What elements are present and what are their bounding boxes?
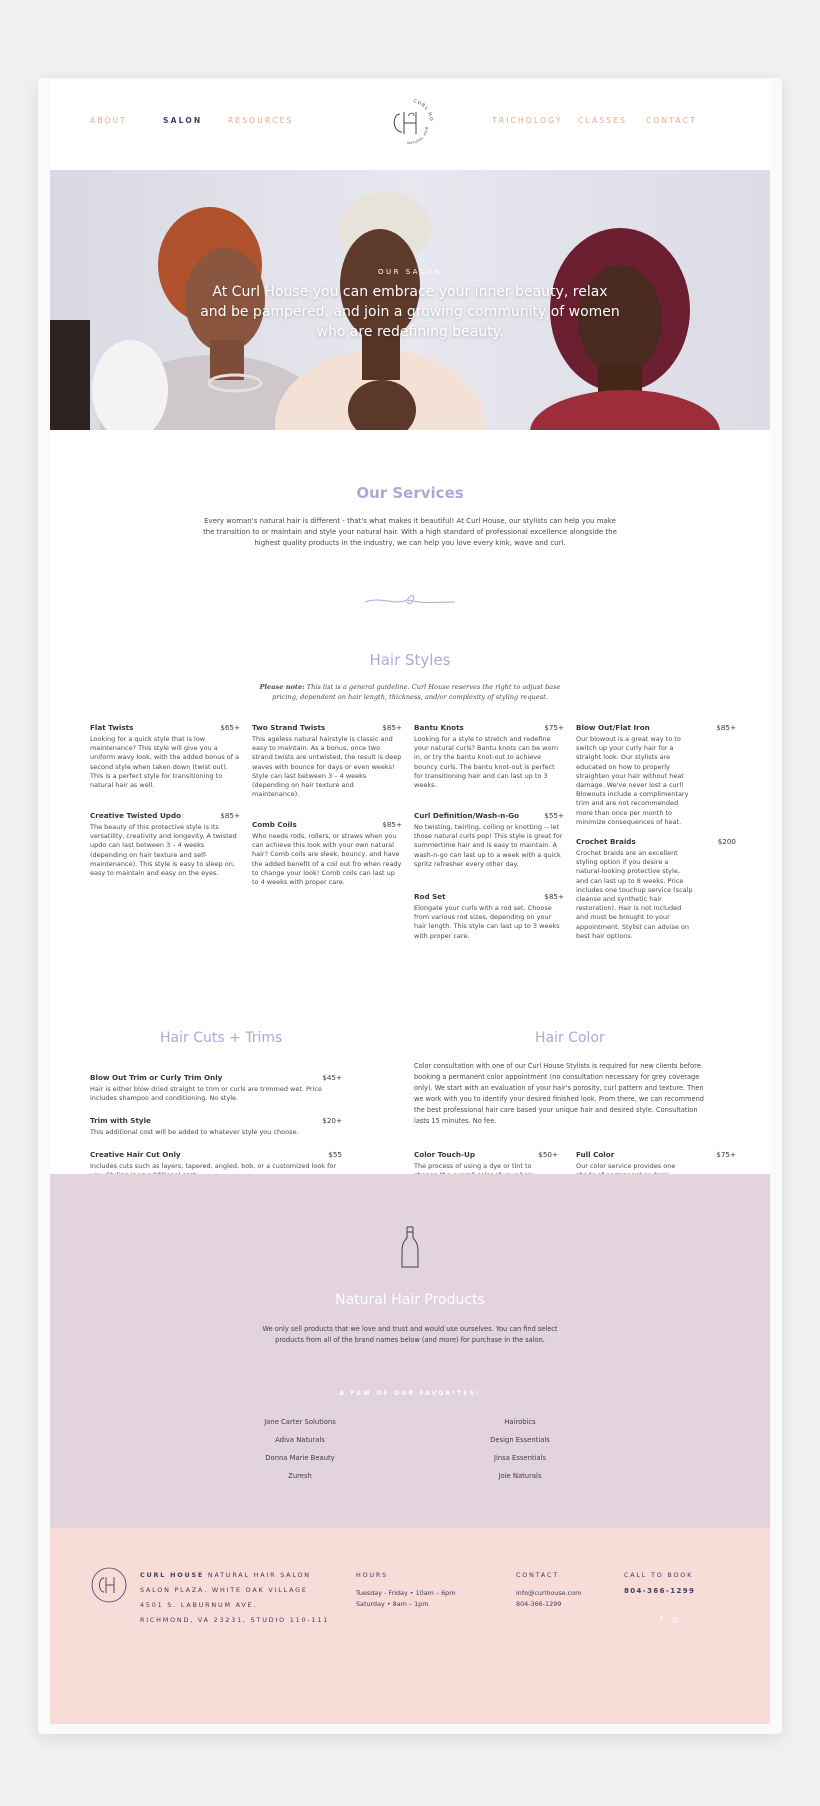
products-intro: We only sell products that we love and trust and would use ourselves. You can find select products from all of the brand names below (and more) for purchase in the salon. [262,1325,558,1344]
footer-hours [356,1588,455,1610]
service-name: Two Strand Twists [252,723,326,732]
footer-contact [516,1588,581,1610]
service-name: Creative Twisted Updo [90,811,182,820]
hours-line: Tuesday - Friday • 10am – 6pm [356,1589,456,1597]
cuts-title: Hair Cuts + Trims [160,1030,283,1046]
service-desc: Who needs rods, rollers, or straws when you can achieve this look with your own natural hair? Comb coils are sleek, bouncy, and have the added benefit of a coil out fro when ready to change your look! Comb coils can last up to 4 weeks with proper care. [252,832,402,887]
service-desc: The beauty of this protective style is its versatility, creativity and longevity. A twisted updo can last between 3 – 4 weeks (depending on hair texture and self-maintenance). This style is easy to sleep on, easy to maintain and easy on the eyes. [90,823,237,878]
service-desc: Looking for a quick style that is low maintenance? This style will give you a uniform wavy look, with the added bonus of a second style when taken down (twist out). This is a perfect style for transitioning to natural hair as well. [90,735,240,790]
nav-resources[interactable]: RESOURCES [228,116,294,125]
svg-text:NATURAL HAIR SALON [380,92,429,145]
products-title: Natural Hair Products [335,1292,485,1308]
curl-house-logo[interactable] [380,92,440,152]
service-comb-coils [252,820,402,887]
service-name: Blow Out Trim or Curly Trim Only [90,1073,223,1082]
service-price: $200 [717,837,736,846]
service-price: $55 [328,1150,342,1159]
service-desc: Our blowout is a great way to to switch up your curly hair for a straight look. Our stylists are educated on how to properly straighten your hair without heat damage. We've never lost a curl! Blowouts include a complimentary trim and are not recommended more than once per month to minimize consequences of heat. [576,735,689,826]
service-price: $45+ [322,1073,342,1082]
service-rod-set [414,892,564,941]
site-header [50,80,770,170]
service-price: $55+ [544,811,564,820]
brand-item: Jane Carter Solutions [264,1418,336,1426]
service-name: Trim with Style [90,1116,151,1125]
note-text: This list is a general guideline. Curl House reserves the right to adjust base pricing, dependent on hair length, thickness, and/or complexity of styling request. [272,683,561,701]
brand-item: Hairobics [504,1418,536,1426]
service-price: $65+ [220,723,240,732]
service-name: Flat Twists [90,723,134,732]
service-desc: Looking for a style to stretch and redefine your natural curls? Bantu knots can be worn in, or try the bantu knot-out to achieve bouncy curls. The bantu knot-out is perfect for transitioning hair and can last up to 3 weeks. [414,735,559,790]
logo-mark-icon [380,92,440,152]
hero-banner [50,170,770,430]
hero-eyebrow: OUR SALON [378,268,442,276]
service-name: Comb Coils [252,820,297,829]
service-crochet-braids [576,837,736,941]
service-flat-twists [90,723,240,790]
footer-address-line: SALON PLAZA, WHITE OAK VILLAGE [140,1586,308,1594]
service-curl-definition [414,811,564,869]
brand-item: Zuresh [288,1472,312,1480]
hero-headline: At Curl House you can embrace your inner beauty, relax and be pampered, and join a growing community of women who are redefining beauty. [200,284,620,340]
instagram-icon[interactable]: ◎ [671,1615,678,1624]
nav-trichology[interactable]: TRICHOLOGY [492,116,563,125]
service-desc: The process of using a dye or tint to [414,1162,532,1170]
nav-salon[interactable]: SALON [163,116,203,125]
footer-name-bold: CURL HOUSE [140,1571,205,1579]
service-price: $20+ [322,1116,342,1125]
service-bantu-knots [414,723,564,790]
service-name: Curl Definition/Wash-n-Go [414,811,520,820]
nav-classes[interactable]: CLASSES [578,116,628,125]
service-price: $75+ [716,1150,736,1159]
service-price: $85+ [716,723,736,732]
service-price: $85+ [544,892,564,901]
service-desc: Includes cuts such as layers, tapered, angled, bob, or a customized look for [90,1162,337,1170]
hours-line: Saturday • 8am – 1pm [356,1600,429,1608]
products-section [50,1174,770,1528]
footer-contact-label: CONTACT [516,1571,559,1579]
nav-contact[interactable]: CONTACT [646,116,697,125]
services-title: Our Services [356,484,464,502]
footer-call-label: CALL TO BOOK [624,1571,694,1579]
service-price: $85+ [382,723,402,732]
color-intro: Color consultation with one of our Curl House Stylists is required for new clients before booking a permanent color appointment (no consultation necessary for grey coverage only). We start with an evaluation of your hair's porosity, curl pattern and texture. Then we work with you to identify your desired finished look. From there, we can recommend the best professional hair care based your unique hair and desired style. Consultation lasts 15 minutes. No fee. [414,1062,704,1125]
call-to-book-phone[interactable]: 804-366-1299 [624,1587,696,1595]
nav-about[interactable]: ABOUT [90,116,128,125]
favorites-label: A FEW OF OUR FAVORITES: [339,1390,481,1397]
color-title: Hair Color [535,1030,605,1046]
brand-item: Donna Marie Beauty [265,1454,335,1462]
cut-blow-out-trim [90,1073,342,1103]
services-intro: Every woman's natural hair is different - that's what makes it beautiful! At Curl House, our stylists can help you make the transition to or maintain and style your natural hair. With a high standard of professional excellence alongside the highest quality products in the industry, we can help you love every kink, wave and curl. [203,517,617,547]
brand-item: Adiva Naturals [275,1436,325,1444]
brand-item: Design Essentials [490,1436,550,1444]
footer-address-block [140,1568,329,1628]
hairstyles-note [250,682,570,702]
service-name: Color Touch-Up [414,1150,476,1159]
service-creative-twisted-updo [90,811,240,878]
note-label: Please note: [259,683,305,691]
service-name: Rod Set [414,892,446,901]
footer-logo-icon[interactable] [90,1566,128,1604]
contact-phone[interactable]: 804-366-1299 [516,1600,562,1608]
service-desc: This ageless natural hairstyle is classic and easy to maintain. As a bonus, once two strand twists are untwisted, the result is deep waves with bounce for days or even weeks! Style can last between 3 – 4 weeks (depending on hair texture and maintenance). [252,735,402,799]
service-two-strand-twists [252,723,402,799]
service-desc: No twisting, twirling, coiling or knotting -- let those natural curls pop! This style is great for summertime hair and is easy to maintain. A wash-n-go can last up to a week with a quick spritz refresher every other day. [414,823,563,868]
service-name: Blow Out/Flat Iron [576,723,650,732]
footer-hours-label: HOURS [356,1571,389,1579]
service-blow-out [576,723,736,827]
service-price: $75+ [544,723,564,732]
service-price: $50+ [538,1150,558,1159]
logo-arc-bottom: NATURAL HAIR [407,125,430,146]
service-name: Bantu Knots [414,723,464,732]
footer-address-line: 4501 S. LABURNUM AVE. [140,1601,258,1609]
website [50,80,770,1724]
bottle-icon [400,1226,420,1270]
service-price: $85+ [382,820,402,829]
service-desc: This additional cost will be added to whatever style you choose. [90,1128,299,1136]
service-desc: Elongate your curls with a rod set. Choose from various rod sizes, depending on your hair length. This style can last up to 3 weeks with proper care. [414,904,560,940]
service-desc: Hair is either blow dried straight to trim or curls are trimmed wet. Price includes shampoo and conditioning. No style. [90,1085,322,1103]
hairstyles-title: Hair Styles [369,651,451,669]
brand-item: Jinsa Essentials [493,1454,547,1462]
cut-trim-with-style [90,1116,342,1137]
curl-divider-icon [363,590,457,612]
facebook-icon[interactable]: f [660,1615,663,1624]
site-footer [50,1528,770,1724]
service-desc: Crochet braids are an excellent styling option if you desire a natural-looking protective style, and can last up to 8 weeks. Price includes one touchup service (scalp cleanse and synthetic hair restoration). Hair is not included and must be brought to your appointment. Stylist can advise on best hair options. [576,849,693,940]
svg-text:CURL HOUSE [380,92,434,122]
footer-address-line: RICHMOND, VA 23231, STUDIO 110-111 [140,1616,330,1624]
service-name: Creative Hair Cut Only [90,1150,181,1159]
service-name: Full Color [576,1150,615,1159]
brand-item: Joie Naturals [498,1472,542,1480]
footer-salon-name [140,1568,329,1583]
service-price: $85+ [220,811,240,820]
service-desc: Our color service provides one [576,1162,676,1170]
logo-arc-top: CURL HO [412,99,434,123]
footer-name-rest: NATURAL HAIR SALON [204,1571,311,1579]
contact-email-link[interactable]: info@curlhouse.com [516,1589,582,1597]
service-name: Crochet Braids [576,837,636,846]
